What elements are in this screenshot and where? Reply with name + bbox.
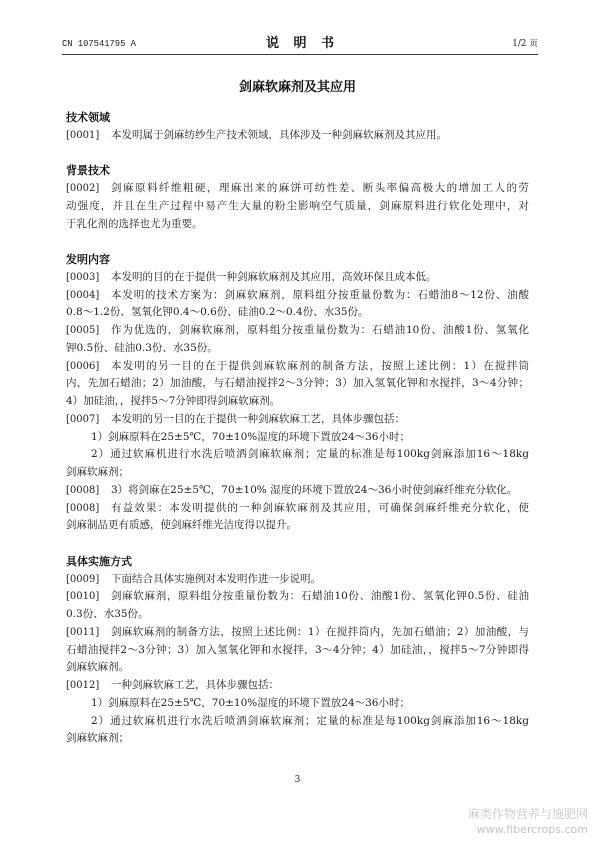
step-line: 1）剑麻原料在25±5℃，70±10%湿度的环境下置放24～36小时； — [91, 696, 410, 709]
paragraph-text: 本发明的目的在于提供一种剑麻软麻剂及其应用，高效环保且成本低。 — [111, 270, 437, 283]
paragraph-line — [66, 269, 529, 287]
paragraph-line: 剑麻软麻剂。 — [66, 661, 129, 674]
process-step-1 — [66, 429, 529, 447]
page-number: 3 — [294, 775, 301, 785]
paragraph-0008-step-3 — [66, 482, 529, 500]
paragraph-number: [0004] — [66, 289, 100, 301]
step-line: 2）通过软麻机进行水洗后喷洒剑麻软麻剂；定量的标准是每100kg剑麻添加16～18kg — [91, 448, 529, 461]
paragraph-text: 本发明的另一目的在于提供剑麻软麻剂的制备方法，按照上述比例：1）在搅拌筒 — [111, 359, 529, 372]
section-heading-embodiments: 具体实施方式 — [66, 554, 132, 568]
watermark-site-name: 麻类作物营养与施肥网 — [467, 807, 588, 821]
paragraph-text: 下面结合具体实施例对本发明作进一步说明。 — [111, 572, 321, 585]
step-line: 1）剑麻原料在25±5℃，70±10%湿度的环境下置放24～36小时； — [91, 430, 410, 443]
paragraph-0008-benefits — [66, 500, 529, 536]
paragraph-0010 — [66, 588, 529, 624]
process-step-1 — [66, 695, 529, 713]
watermark-url: www.fibercrops.com — [476, 823, 588, 836]
paragraph-0009 — [66, 571, 529, 589]
document-type-label: 说 明 书 — [265, 36, 340, 51]
paragraph-line: 4）加硅油，，搅拌5～7分钟即得剑麻软麻剂。 — [66, 395, 281, 407]
paragraph-text: 本发明的技术方案为：剑麻软麻剂，原料组分按重量份数为：石蜡油8～12份、油酸 — [111, 288, 529, 301]
paragraph-text: 作为优选的，剑麻软麻剂，原料组分按重量份数为：石蜡油10份、油酸1份、氢氧化 — [111, 324, 529, 336]
paragraph-line — [66, 180, 529, 198]
section-heading-background: 背景技术 — [66, 164, 110, 178]
paragraph-line — [66, 571, 529, 589]
step-line: 剑麻软麻剂； — [66, 466, 129, 478]
paragraph-number: [0002] — [66, 183, 100, 194]
step-line: 2）通过软麻机进行水洗后喷洒剑麻软麻剂；定量的标准是每100kg剑麻添加16～18kg — [91, 714, 529, 727]
paragraph-0003 — [66, 269, 529, 287]
paragraph-line: 动强度，并且在生产过程中易产生大量的粉尘影响空气质量，剑麻原料进行软化处理中，对 — [66, 199, 529, 212]
paragraph-text: 本发明的另一目的在于提供一种剑麻软麻工艺，具体步骤包括： — [111, 412, 405, 425]
invention-title: 剑麻软麻剂及其应用 — [238, 80, 356, 95]
paragraph-0012 — [66, 677, 529, 748]
paragraph-text: 剑麻原料纤维粗硬，理麻出来的麻饼可纺性差、断头率偏高极大的增加工人的劳 — [111, 182, 529, 194]
process-step-2 — [66, 446, 529, 482]
paragraph-line — [66, 500, 529, 518]
paragraph-text: 剑麻软麻剂的制备方法，按照上述比例：1）在搅拌筒内，先加石蜡油；2）加油酸，与 — [111, 625, 529, 638]
paragraph-number: [0010] — [66, 591, 100, 603]
site-watermark — [468, 806, 588, 837]
section-spacer — [66, 233, 529, 251]
paragraph-number: [0008] — [66, 502, 100, 514]
page-header — [62, 34, 538, 55]
paragraph-number: [0007] — [66, 413, 100, 425]
paragraph-0001 — [66, 127, 529, 145]
section-heading-technical-field: 技术领域 — [66, 111, 110, 124]
paragraph-number: [0003] — [66, 271, 100, 283]
publication-number: CN 107541795 A — [62, 39, 136, 49]
paragraph-text: 一种剑麻软麻工艺，具体步骤包括： — [111, 679, 279, 691]
paragraph-line: 0.3份、水35份。 — [66, 608, 149, 620]
paragraph-line: 剑麻制品更有质感，使剑麻纤维光洁度得以提升。 — [66, 519, 297, 532]
paragraph-line: 内，先加石蜡油；2）加油酸，与石蜡油搅拌2～3分钟；3）加入氢氧化钾和水搅拌，3～4分钟； — [66, 377, 529, 390]
paragraph-line — [66, 677, 529, 695]
section-heading-summary: 发明内容 — [66, 253, 110, 266]
section-spacer — [66, 145, 529, 163]
paragraph-0006 — [66, 358, 529, 411]
paragraph-line — [66, 358, 529, 376]
paragraph-line: 钾0.5份、硅油0.3份、水35份。 — [66, 341, 218, 354]
paragraph-0002 — [66, 180, 529, 233]
paragraph-line: 于乳化剂的选择也尤为重要。 — [66, 217, 203, 230]
paragraph-number: [0011] — [66, 626, 100, 638]
paragraph-line — [66, 287, 529, 305]
paragraph-text: 本发明属于剑麻纺纱生产技术领域，具体涉及一种剑麻软麻剂及其应用。 — [111, 128, 447, 141]
paragraph-line — [66, 322, 529, 340]
paragraph-line — [66, 482, 529, 500]
paragraph-0004 — [66, 287, 529, 323]
paragraph-number: [0001] — [66, 129, 100, 141]
paragraph-text: 剑麻软麻剂，原料组分按重量份数为：石蜡油10份、油酸1份、氢氧化钾0.5份、硅油 — [111, 590, 529, 603]
process-step-2 — [66, 713, 529, 749]
paragraph-line — [66, 624, 529, 642]
paragraph-0007 — [66, 411, 529, 482]
paragraph-number: [0008] — [66, 484, 100, 496]
document-body — [66, 109, 529, 748]
page-indicator: 1/2 页 — [512, 39, 538, 49]
paragraph-text: 3）将剑麻在25±5℃，70±10% 湿度的环境下置放24～36小时使剑麻纤维充分软化。 — [111, 483, 518, 496]
paragraph-line — [66, 127, 529, 145]
step-line: 剑麻软麻剂； — [66, 732, 129, 745]
paragraph-0011 — [66, 624, 529, 677]
section-spacer — [66, 535, 529, 553]
paragraph-line — [66, 588, 529, 606]
paragraph-number: [0006] — [66, 360, 100, 372]
paragraph-number: [0009] — [66, 573, 100, 585]
paragraph-number: [0012] — [66, 680, 100, 691]
paragraph-text: 有益效果：本发明提供的一种剑麻软麻剂及其应用，可确保剑麻纤维充分软化，使 — [111, 501, 529, 514]
paragraph-line: 0.8～1.2份、氢氧化钾0.4～0.6份、硅油0.2～0.4份、水35份。 — [66, 306, 369, 319]
paragraph-number: [0005] — [66, 325, 100, 336]
paragraph-line — [66, 411, 529, 429]
paragraph-0005 — [66, 322, 529, 358]
paragraph-line: 石蜡油搅拌2～3分钟；3）加入氢氧化钾和水搅拌，3～4分钟；4）加硅油，，搅拌5～7分钟即得 — [66, 643, 529, 656]
